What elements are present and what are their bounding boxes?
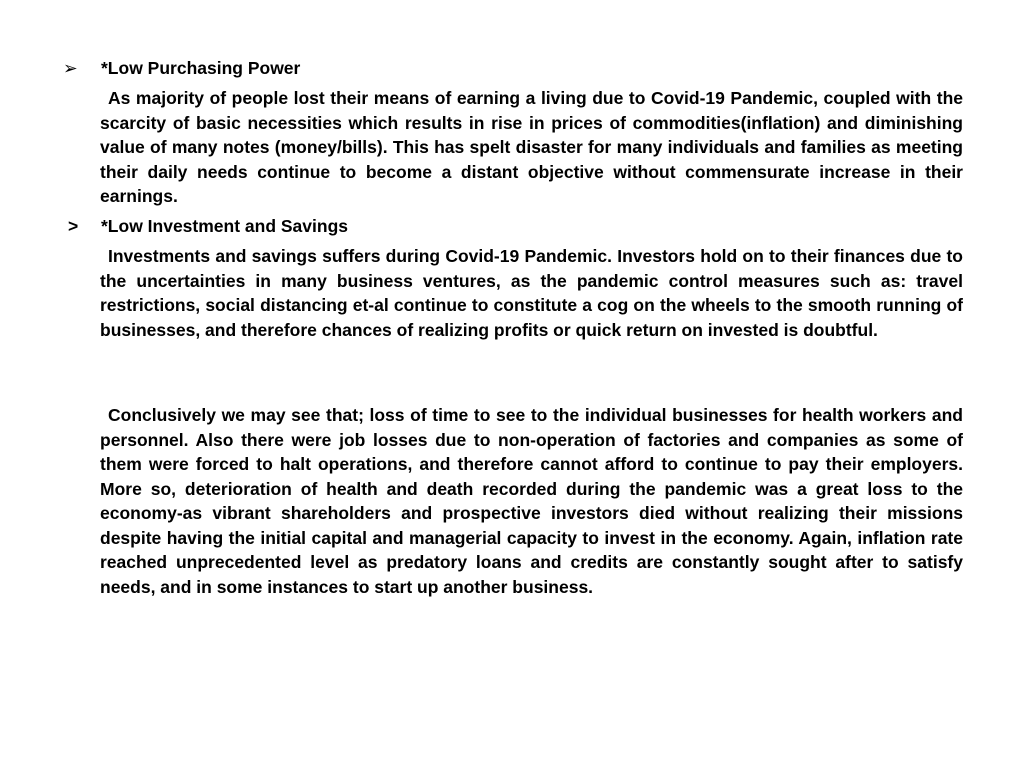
- heading-text: *Low Investment and Savings: [101, 216, 348, 236]
- section-heading-investment-savings: [60, 214, 964, 240]
- greater-than-bullet-icon: >: [68, 216, 79, 236]
- paragraph-investment-savings: Investments and savings suffers during Covid-19 Pandemic. Investors hold on to their finances due to the uncertainties in many business ventures, as the pandemic control measures such as: travel restrictions, social distancing et-al continue to constitute a cog on the wheels to the smooth running of businesses, and therefore chances of realizing profits or quick return on invested is doubtful.: [100, 246, 963, 340]
- paragraph-conclusion: Conclusively we may see that; loss of time to see to the individual businesses for health workers and personnel. Also there were job losses due to non-operation of factories and companies as some of them were forced to halt operations, and therefore cannot afford to continue to pay their employers. More so, deterioration of health and death recorded during the pandemic was a great loss to the economy-as vibrant shareholders and prospective investors died without realizing their missions despite having the initial capital and managerial capacity to invest in the economy. Again, inflation rate reached unprecedented level as predatory loans and credits are constantly sought after to satisfy needs, and in some instances to start up another business.: [100, 405, 963, 597]
- section-heading-purchasing-power: [60, 56, 964, 82]
- arrow-bullet-icon: ➢: [63, 58, 78, 78]
- paragraph-purchasing-power: As majority of people lost their means of earning a living due to Covid-19 Pandemic, coupled with the scarcity of basic necessities which results in rise in prices of commodities(inflation) and diminishing value of many notes (money/bills). This has spelt disaster for many individuals and families as meeting their daily needs continue to become a distant objective without commensurate increase in their earnings.: [100, 88, 963, 206]
- heading-text: *Low Purchasing Power: [101, 58, 301, 78]
